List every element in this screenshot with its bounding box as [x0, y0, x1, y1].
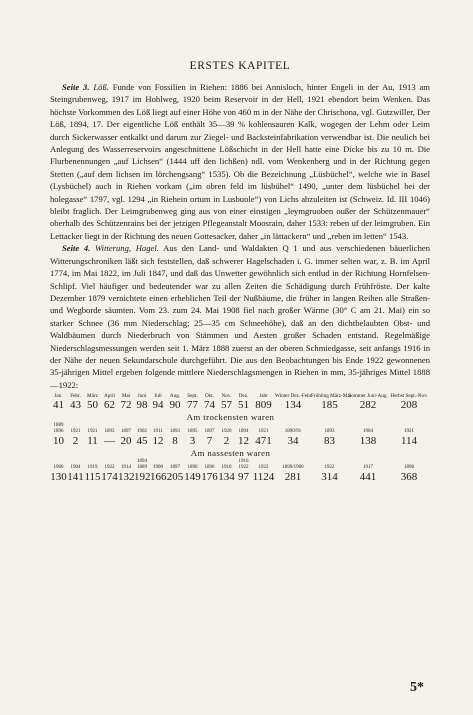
wet-years-row-cell: 1914	[121, 465, 131, 471]
wet-super-row-cell: 1894	[137, 459, 147, 465]
mean-row-cell: 809	[255, 399, 272, 412]
header-row-cell: Winter Dez.-Febr.	[275, 393, 313, 400]
spacer	[311, 412, 430, 423]
wet-years-row-cell: 1904	[70, 465, 81, 471]
wet-values-row-cell: 149	[184, 471, 201, 484]
mean-row-cell: 94	[152, 399, 164, 412]
wet-values-row-cell: 441	[359, 471, 377, 484]
mean-row-cell: 41	[53, 399, 64, 412]
wet-years-row-cell: 1896	[187, 465, 198, 471]
section-number: Seite 3.	[62, 82, 90, 92]
section-text: Aus den Land- und Waldakten Q 1 und aus verschiedenen bäuerlichen Witterungschroniken läßt sich feststellen, daß schwerer Hagelschaden i. G. immer selten war, z. B. im April 1774, im Mai 1822, im Juli 1847, und daß das Unwetter gewöhnlich sich entlud in der Richtung Hornfelsen-Schlipf. Viel häufiger und bedeutender war zu allen Zeiten die Schädigung durch Frühfröste. Der kalte Dezember 1879 vernichtete einen erheblichen Teil der Nußbäume, die früher in langen Reihen alle Straßen- und Wegborde säumten. Vom 23. zum 24. Mai 1908 fiel nach großer Wärme (30° C am 21. Mai) ein so starker Schnee (36 mm Niederschlag; 25—35 cm Schneehöhe), daß an den dichtbelaubten Obst- und Waldbäumen durch Niederbruch von Stämmen und Aesten großer Schaden entstand. Regelmäßige Niederschlagsmessungen werden seit 1. März 1888 zuerst an der oberen Schmiedgasse, seit anfangs 1916 in der Nähe der neuen Sekundarschule durchgeführt. Die aus den Beobachtungen bis Ende 1922 gewonnenen 35-jährigen Mittel ergeben folgende mittlere Niederschlagsmengen in Riehen in mm, 35-jähriges Mittel 1888—1922:	[50, 243, 430, 390]
dry-values-row-cell: 471	[255, 435, 272, 448]
chapter-heading: ERSTES KAPITEL	[189, 60, 291, 72]
mean-row-cell: 185	[321, 399, 338, 412]
dry-years-row-cell: 1920	[221, 429, 232, 435]
dry-values-row-cell: 138	[359, 435, 377, 448]
dry-values-row-cell: 8	[172, 435, 178, 448]
wet-values-row-cell: 205	[166, 471, 184, 484]
dry-values-row-cell: 11	[87, 435, 98, 448]
dry-years-row-cell: 1902	[137, 429, 147, 435]
dry-years-row-cell: 1921	[404, 429, 414, 435]
section-seite-3	[50, 81, 430, 242]
dry-years-row-cell: 1897	[121, 429, 131, 435]
header-row-cell: März	[87, 393, 98, 400]
dry-years-row-cell: 1893	[324, 429, 335, 435]
precipitation-table	[50, 393, 430, 484]
header-row-cell: Febr.	[70, 393, 81, 400]
dry-values-row-cell: 12	[152, 435, 164, 448]
section-title: Löß.	[93, 82, 109, 92]
wet-years-row-cell: 1899/1900	[282, 465, 304, 471]
header-row-cell: Juli	[154, 393, 162, 400]
dry-values-row-cell: 12	[238, 435, 249, 448]
wet-years-row-cell: 1896	[204, 465, 215, 471]
header-row-cell: Juni	[137, 393, 147, 400]
dry-values-row-cell: 114	[400, 435, 418, 448]
wet-values-row-cell: 166	[150, 471, 167, 484]
dry-values-row-cell: 10	[53, 435, 64, 448]
dry-years-row-cell: 1921	[258, 429, 269, 435]
mean-row-cell: 72	[120, 399, 132, 412]
dry-years-row-cell: 1896	[53, 429, 64, 435]
spacer	[50, 412, 150, 423]
wet-years-row-cell: 1896	[404, 465, 414, 471]
section-text: Funde von Fossilien in Riehen: 1886 bei Annisloch, hinter Engeli in der Au, 1913 am Steingrubenweg, 1917 im Hohlweg, 1920 beim Reservoir in der Hell, 1921 ebendort beim Wenken. Das höchste Vorkommen des Löß liegt auf einer Höhe von 460 m in der Nähe der Chrischona, vgl. Gutzwiller, Der Löß, 1894, 17. Der eigentliche Löß enthält 35—39 % kohlensauren Kalk, wogegen der Lehm oder Leim durch Sickerwasser entkalkt und darum zur Ziegel- und Backsteinfabrikation verwendbar ist. Die neulich bei Anlegung des Wasserreservoirs angeschnittene Lößschicht in der Hell hatte eine Dicke bis zu 10 m. Die Flurbenennungen „auf Lichsen“ (1444 uff den lichßen) ndl. vom Wenkenberg und in der Richtung gegen Stetten („auf dem lichsen im lörchengsang“ 1535). Ob die Bezeichnung „Lüsbüchel“, welche wie in Basel (Lysbüchel) auch in Riehen vorkam („im obren feld im lüsbühel“ 1490, „unter dem lüsbüchel bei der holegasse“ 1797, vgl. 1294 „in Riehein ortum in Lusbuole“) von Lichs abzuleiten ist (Schweiz. Id. III 1046) bleibt fraglich. Der Leimgrubenweg ging aus von einer einstigen „leymgruoben oußer der Schützenmauer“ oberhalb des Schützenrains bei der jetzigen Pflegeanstalt Moosrain, daher 1533: reben uf der leimgruben. Ein Lettacker liegt in der Richtung des neuen Gottesacker, daher „in lättackern“ und „reben im letten“ 1543.	[50, 82, 430, 241]
section-number: Seite 4.	[62, 243, 91, 254]
wet-values-row-cell: 314	[321, 471, 338, 484]
mean-row-cell: 77	[187, 399, 198, 412]
dry-values-row-cell: 34	[287, 435, 299, 448]
dry-years-row-cell: 1921	[87, 429, 98, 435]
wet-years-row-cell: 1922	[104, 465, 115, 471]
wet-values-row-cell: 134	[218, 471, 235, 484]
wet-values-row-cell: 132	[118, 471, 135, 484]
dry-years-row-cell: 1911	[153, 429, 163, 435]
header-row-cell: Sept.	[187, 393, 198, 400]
dry-years-row-cell: 1897	[204, 429, 215, 435]
header-row-cell: April	[104, 393, 115, 400]
dry-values-row-cell: 7	[206, 435, 213, 448]
mean-row-cell: 134	[284, 399, 302, 412]
dry-values-row-cell: —	[104, 435, 115, 448]
wet-years-row-cell: 1917	[363, 465, 373, 471]
wet-values-row-cell: 97	[238, 471, 249, 484]
dry-values-row-cell: 2	[72, 435, 79, 448]
wet-values-row-cell: 115	[84, 471, 101, 484]
mean-row-cell: 282	[359, 399, 377, 412]
mean-row-cell: 50	[87, 399, 98, 412]
wet-years-row-cell: 1910	[221, 465, 232, 471]
header-row-cell: Okt.	[204, 393, 215, 400]
dry-years-row-cell: 1895	[187, 429, 198, 435]
wet-years-row-cell: 1900	[153, 465, 163, 471]
mean-row-cell: 74	[204, 399, 215, 412]
section-title: Witterung, Hagel.	[95, 243, 159, 254]
mean-row-cell: 62	[104, 399, 115, 412]
wet-years-row-cell: 1900	[53, 465, 64, 471]
wet-years-row-cell: 1922	[324, 465, 335, 471]
wet-values-row-cell: 141	[67, 471, 84, 484]
dry-years-row-cell: 1890/91	[284, 429, 302, 435]
dry-values-row	[50, 435, 430, 448]
section-seite-4	[50, 242, 430, 391]
header-row-cell: Sommer Juni-Aug.	[348, 393, 388, 400]
dry-values-row-cell: 20	[120, 435, 132, 448]
wet-values-row-cell: 192	[134, 471, 151, 484]
spacer	[311, 448, 430, 459]
wet-years-row-cell: 1919	[87, 465, 98, 471]
wet-values-row-cell: 281	[284, 471, 302, 484]
header-row-cell: Aug.	[169, 393, 181, 400]
dry-caption-row	[50, 412, 430, 423]
dry-years-row-cell: 1904	[363, 429, 373, 435]
wet-years-row-cell: 1922	[258, 465, 269, 471]
wet-super-row-cell: 1916	[238, 459, 249, 465]
wet-years-row-cell: 1889	[137, 465, 147, 471]
header-row-cell: Dez.	[238, 393, 249, 400]
wet-values-row-cell: 368	[400, 471, 418, 484]
header-row-cell: Frühling März-Mai	[311, 393, 352, 400]
dry-values-row-cell: 2	[223, 435, 230, 448]
mean-row-cell: 57	[221, 399, 232, 412]
dry-values-row-cell: 45	[136, 435, 148, 448]
dry-years-row-cell: 1893	[170, 429, 180, 435]
dry-super-row-cell: 1889	[53, 423, 64, 429]
wet-values-row-cell: 130	[50, 471, 67, 484]
wet-years-row-cell: 1897	[170, 465, 180, 471]
wet-values-row	[50, 471, 430, 484]
mean-row	[50, 399, 430, 412]
mean-row-cell: 51	[238, 399, 249, 412]
wet-caption: Am nassesten waren	[190, 448, 271, 459]
header-row-cell: Mai	[121, 393, 131, 400]
header-row-cell: Jan.	[54, 393, 63, 400]
dry-years-row-cell: 1894	[238, 429, 249, 435]
dry-values-row-cell: 83	[324, 435, 335, 448]
wet-values-row-cell: 1124	[252, 471, 275, 484]
mean-row-cell: 208	[400, 399, 418, 412]
dry-caption: Am trockensten waren	[186, 412, 275, 423]
header-row-cell: Nov.	[221, 393, 232, 400]
dry-values-row-cell: 3	[189, 435, 196, 448]
page-body	[50, 60, 430, 484]
wet-values-row-cell: 176	[201, 471, 218, 484]
dry-years-row-cell: 1893	[104, 429, 115, 435]
wet-caption-row	[50, 448, 430, 459]
mean-row-cell: 90	[169, 399, 181, 412]
dry-years-row-cell: 1921	[70, 429, 81, 435]
wet-values-row-cell: 174	[101, 471, 118, 484]
wet-years-row-cell: 1922	[238, 465, 249, 471]
mean-row-cell: 98	[136, 399, 148, 412]
spacer	[50, 448, 150, 459]
mean-row-cell: 43	[70, 399, 81, 412]
header-row-cell: Jahr	[259, 393, 268, 400]
page-number: 5*	[410, 680, 424, 695]
header-row-cell: Herbst Sept.-Nov.	[390, 393, 428, 400]
